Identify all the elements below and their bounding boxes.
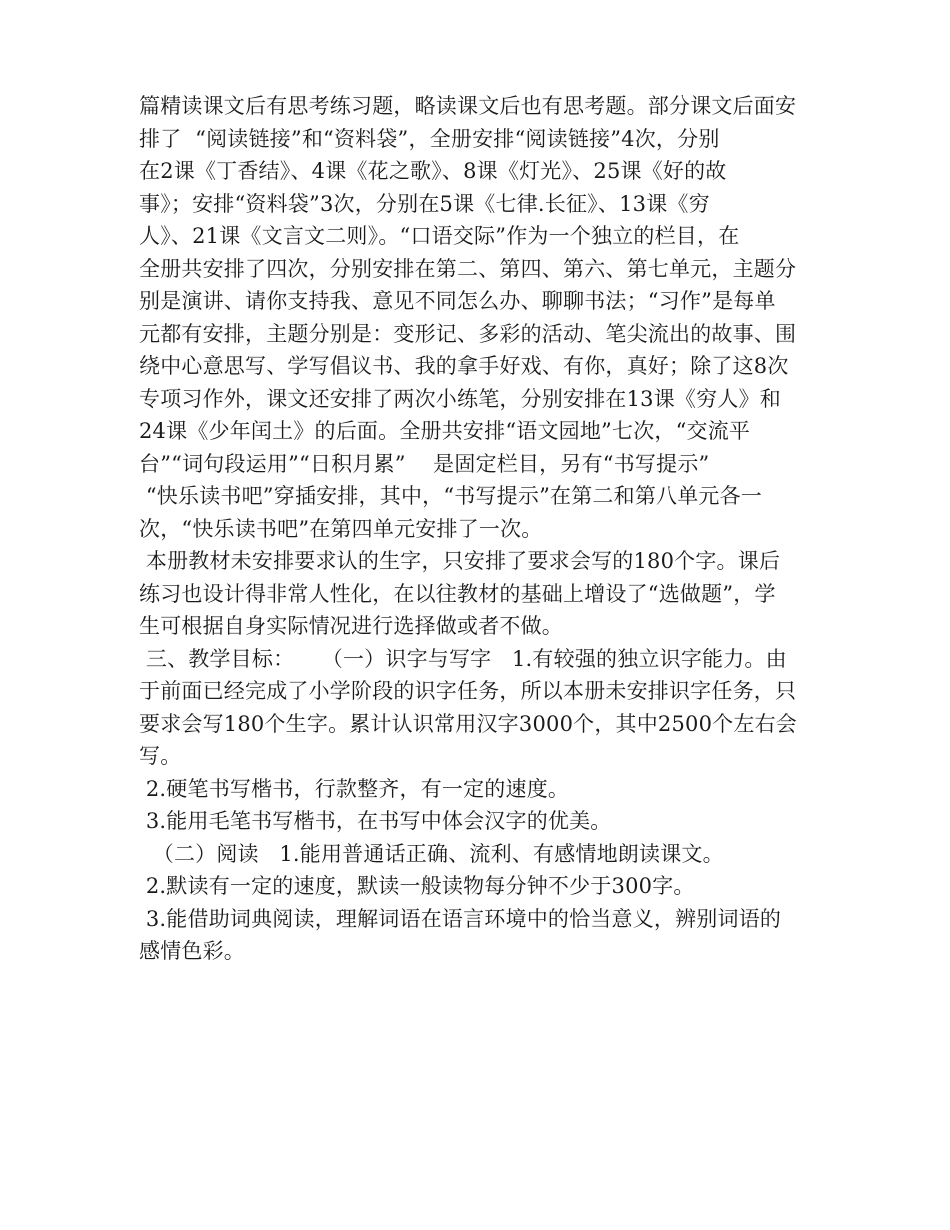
text-line: 全册共安排了四次，分别安排在第二、第四、第六、第七单元，主题分: [139, 256, 797, 281]
section-heading-line: 三、教学目标： （一）识字与写字 1.有较强的独立识字能力。由: [139, 646, 787, 671]
text-line: 元都有安排，主题分别是：变形记、多彩的活动、笔尖流出的故事、围: [139, 321, 797, 346]
text-line: 台”“词句段运用”“日积月累” 是固定栏目，另有“书写提示”: [139, 451, 710, 476]
text-line: 次，“快乐读书吧”在第四单元安排了一次。: [139, 516, 543, 541]
text-line: 在2课《丁香结》、4课《花之歌》、8课《灯光》、25课《好的故: [139, 159, 727, 183]
text-line: 专项习作外，课文还安排了两次小练笔，分别安排在13课《穷人》和: [139, 386, 781, 411]
document-body: [139, 90, 815, 968]
text-line: 篇精读课文后有思考练习题，略读课文后也有思考题。部分课文后面安: [139, 94, 797, 118]
list-item-line: 2.硬笔书写楷书，行款整齐，有一定的速度。: [139, 776, 570, 801]
text-line: 别是演讲、请你支持我、意见不同怎么办、聊聊书法；“习作”是每单: [139, 289, 776, 313]
text-line: 写。: [139, 744, 182, 768]
text-line: 感情色彩。: [139, 939, 245, 963]
text-line: 事》；安排“资料袋”3次，分别在5课《七律.长征》、13课《穷: [139, 191, 710, 216]
text-line: 绕中心意思写、学写倡议书、我的拿手好戏、有你，真好；除了这8次: [139, 354, 789, 378]
list-item-line: 2.默读有一定的速度，默读一般读物每分钟不少于300字。: [139, 874, 695, 898]
subsection-heading-line: （二）阅读 1.能用普通话正确、流利、有感情地朗读课文。: [139, 841, 724, 866]
text-line: 练习也设计得非常人性化，在以往教材的基础上增设了“选做题”，学: [139, 581, 776, 606]
text-line: 生可根据自身实际情况进行选择做或者不做。: [139, 614, 563, 638]
text-line: 于前面已经完成了小学阶段的识字任务，所以本册未安排识字任务，只: [139, 679, 797, 703]
list-item-line: 3.能用毛笔书写楷书，在书写中体会汉字的优美。: [139, 809, 612, 833]
text-line: 24课《少年闰土》的后面。全册共安排“语文园地”七次，“交流平: [139, 419, 751, 443]
text-line: 本册教材未安排要求认的生字，只安排了要求会写的180个字。课后: [139, 549, 781, 573]
list-item-line: 3.能借助词典阅读，理解词语在语言环境中的恰当意义，辨别词语的: [139, 906, 782, 931]
text-line: “快乐读书吧”穿插安排，其中，“书写提示”在第二和第八单元各一: [139, 484, 763, 508]
text-line: 要求会写180个生字。累计认识常用汉字3000个，其中2500个左右会: [139, 711, 797, 736]
text-line: 人》、21课《文言文二则》。“口语交际”作为一个独立的栏目，在: [139, 224, 740, 248]
text-line: 排了 “阅读链接”和“资料袋”，全册安排“阅读链接”4次，分别: [139, 126, 720, 151]
